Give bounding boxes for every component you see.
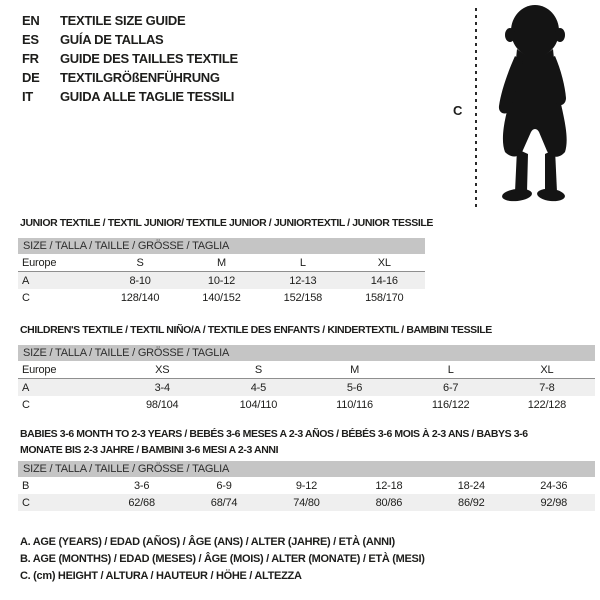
size-cell: 10-12 (207, 274, 236, 287)
junior-table-body (18, 254, 425, 306)
lang-row-en (22, 11, 238, 30)
size-cell: 9-12 (295, 479, 318, 492)
height-dotted-line (475, 8, 477, 210)
lang-row-it (22, 87, 238, 106)
table-row (18, 494, 595, 511)
size-cell: XL (499, 361, 595, 379)
size-cell: 116/122 (431, 398, 470, 411)
table-row (18, 379, 595, 397)
lang-label: GUIDE DES TAILLES TEXTILE (60, 51, 238, 66)
table-row (18, 254, 425, 272)
size-cell: 62/68 (128, 496, 155, 509)
row-label: A (22, 381, 30, 394)
language-list (22, 11, 238, 106)
lang-row-es (22, 30, 238, 49)
row-label: C (22, 496, 30, 509)
size-cell: 18-24 (457, 479, 485, 492)
lang-code: EN (22, 13, 40, 28)
junior-size-table (18, 238, 425, 306)
measurement-legend (20, 534, 425, 585)
size-cell: 122/128 (527, 398, 567, 411)
table-row (18, 361, 595, 379)
lang-row-fr (22, 49, 238, 68)
size-cell: 128/140 (120, 291, 160, 304)
legend-height: C. (cm) HEIGHT / ALTURA / HAUTEUR / HÖHE / ALTEZZA (20, 570, 302, 582)
size-cell: S (210, 361, 306, 379)
table-row (18, 289, 425, 306)
size-header: SIZE / TALLA / TAILLE / GRÖSSE / TAGLIA (18, 238, 425, 254)
row-label: Europe (18, 361, 114, 379)
size-cell: 8-10 (129, 274, 151, 287)
size-cell: 5-6 (346, 381, 363, 394)
children-table-body (18, 361, 595, 413)
size-cell: M (181, 254, 262, 272)
row-label: B (22, 479, 30, 492)
size-header: SIZE / TALLA / TAILLE / GRÖSSE / TAGLIA (18, 461, 595, 477)
height-figure (445, 0, 600, 215)
lang-label: GUIDA ALLE TAGLIE TESSILI (60, 89, 235, 104)
lang-label: TEXTILGRÖßENFÜHRUNG (60, 70, 220, 85)
size-cell: 92/98 (540, 496, 568, 509)
size-cell: L (403, 361, 499, 379)
babies-table-body (18, 477, 595, 511)
table-row (18, 272, 425, 290)
size-cell: M (306, 361, 402, 379)
lang-row-de (22, 68, 238, 87)
children-size-table (18, 345, 595, 413)
size-cell: 24-36 (540, 479, 568, 492)
size-cell: 3-6 (133, 479, 150, 492)
size-cell: S (99, 254, 180, 272)
height-measure-label: C (453, 103, 463, 118)
size-cell: 14-16 (370, 274, 398, 287)
size-cell: 110/116 (336, 398, 373, 411)
lang-code: DE (22, 70, 40, 85)
size-cell: 158/170 (365, 291, 404, 304)
size-cell: XS (114, 361, 210, 379)
size-cell: 98/104 (146, 398, 179, 411)
legend-age-years: A. AGE (YEARS) / EDAD (AÑOS) / ÂGE (ANS) / ALTER (JAHRE) / ETÀ (ANNI) (20, 536, 395, 548)
size-header-row (18, 345, 595, 361)
size-header-row (18, 238, 425, 254)
size-cell: 104/110 (239, 398, 278, 411)
size-cell: 140/152 (202, 291, 241, 304)
size-cell: 12-13 (289, 274, 317, 287)
size-cell: 7-8 (539, 381, 555, 394)
lang-label: TEXTILE SIZE GUIDE (60, 13, 186, 28)
size-cell: 152/158 (283, 291, 323, 304)
lang-code: FR (22, 51, 39, 66)
legend-age-months: B. AGE (MONTHS) / EDAD (MESES) / ÂGE (MOIS) / ALTER (MONATE) / ETÀ (MESI) (20, 553, 425, 565)
row-label: C (22, 398, 30, 411)
section-title-babies: BABIES 3-6 MONTH TO 2-3 YEARS / BEBÉS 3-6 MESES A 2-3 AÑOS / BÉBÉS 3-6 MOIS À 2-3 ANS / BABYS 3-6 MONATE BIS 2-3 JAHRE / BAMBINI 3-6 MESI A 2-3 ANNI (20, 428, 528, 456)
size-header-row (18, 461, 595, 477)
size-cell: 6-7 (443, 381, 459, 394)
baby-silhouette-icon (488, 4, 600, 209)
lang-code: ES (22, 32, 39, 47)
size-header: SIZE / TALLA / TAILLE / GRÖSSE / TAGLIA (18, 345, 595, 361)
size-cell: 80/86 (375, 496, 403, 509)
row-label: A (22, 274, 30, 287)
row-label: C (22, 291, 30, 304)
size-cell: XL (344, 254, 425, 272)
size-cell: 3-4 (154, 381, 170, 394)
babies-size-table (18, 461, 595, 511)
size-cell: 74/80 (293, 496, 320, 509)
lang-label: GUÍA DE TALLAS (60, 32, 164, 47)
table-row (18, 477, 595, 494)
size-cell: L (262, 254, 343, 272)
section-title-junior: JUNIOR TEXTILE / TEXTIL JUNIOR/ TEXTILE JUNIOR / JUNIORTEXTIL / JUNIOR TESSILE (20, 217, 433, 229)
size-cell: 6-9 (216, 479, 232, 492)
size-cell: 68/74 (210, 496, 238, 509)
size-cell: 4-5 (250, 381, 267, 394)
size-cell: 86/92 (458, 496, 485, 509)
size-cell: 12-18 (375, 479, 403, 492)
section-title-children: CHILDREN'S TEXTILE / TEXTIL NIÑO/A / TEXTILE DES ENFANTS / KINDERTEXTIL / BAMBINI TESSILE (20, 324, 492, 336)
lang-code: IT (22, 89, 33, 104)
table-row (18, 396, 595, 413)
row-label: Europe (18, 254, 99, 272)
